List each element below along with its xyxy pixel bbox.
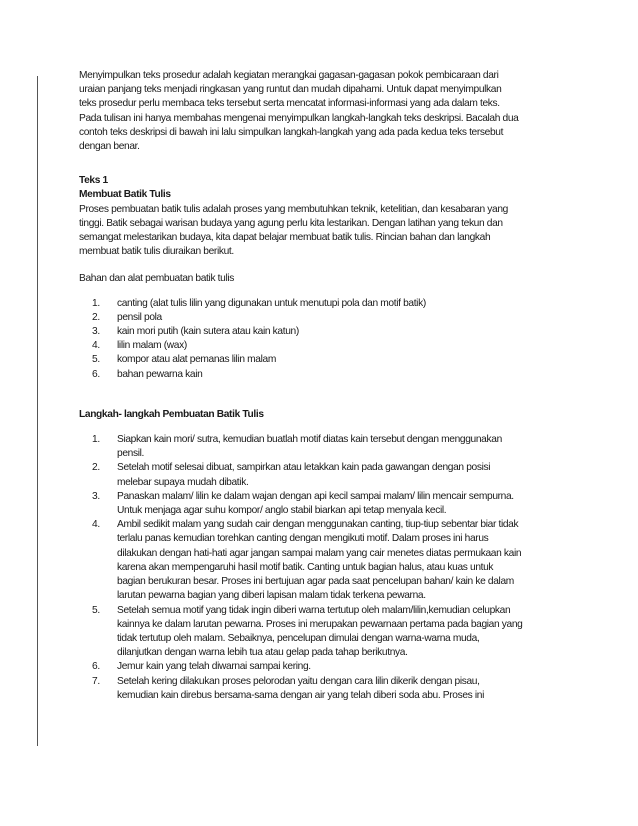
list-item bbox=[79, 297, 571, 311]
margin-line bbox=[37, 76, 38, 746]
list-item bbox=[79, 339, 571, 353]
step-line: kemudian kain direbus bersama-sama dengan air yang telah diberi soda abu. Proses ini bbox=[117, 689, 485, 701]
list-number: 1. bbox=[92, 434, 100, 446]
step-item bbox=[79, 518, 571, 603]
text1-paragraph bbox=[79, 203, 571, 260]
step-line: Jemur kain yang telah diwarnai sampai kering. bbox=[117, 661, 311, 673]
step-item bbox=[79, 490, 571, 518]
step-line: karena akan mempengaruhi hasil motif batik. Canting untuk bagian halus, atau kuas untuk bbox=[117, 561, 494, 573]
step-line: dilanjutkan dengan warna lebih tua atau gelap pada tahap berikutnya. bbox=[117, 647, 408, 659]
step-line: dilakukan dengan hati-hati agar jangan sampai malam yang cair menetes diatas permukaan kain bbox=[117, 547, 522, 559]
list-text: kain mori putih (kain sutera atau kain katun) bbox=[117, 326, 299, 338]
list-number: 6. bbox=[92, 368, 100, 380]
step-item bbox=[79, 433, 571, 461]
text1-label: Teks 1 bbox=[79, 175, 108, 187]
materials-intro: Bahan dan alat pembuatan batik tulis bbox=[79, 273, 235, 285]
step-line: kainnya ke dalam larutan pewarna. Proses ini merupakan pewarnaan pertama pada bagian yang bbox=[117, 618, 523, 630]
paragraph-line: teks prosedur perlu membaca teks tersebut serta mencatat informasi-informasi yang ada dalam teks. bbox=[79, 98, 500, 110]
list-item bbox=[79, 368, 571, 382]
text1-title: Membuat Batik Tulis bbox=[79, 189, 171, 201]
list-item bbox=[79, 325, 571, 339]
step-line: Panaskan malam/ lilin ke dalam wajan dengan api kecil sampai malam/ lilin mencair sempurna. bbox=[117, 490, 514, 502]
step-line: terlalu panas kemudian torehkan canting dengan mengikuti motif. Dalam proses ini harus bbox=[117, 533, 489, 545]
list-number: 2. bbox=[92, 462, 100, 474]
steps-heading: Langkah- langkah Pembuatan Batik Tulis bbox=[79, 408, 264, 420]
paragraph-line: Proses pembuatan batik tulis adalah proses yang membutuhkan teknik, ketelitian, dan kesabaran yang bbox=[79, 203, 508, 215]
step-line: Ambil sedikit malam yang sudah cair dengan menggunakan canting, tiup-tiup sebentar biar tidak bbox=[117, 519, 519, 531]
paragraph-line: dengan benar. bbox=[79, 141, 140, 153]
list-number: 3. bbox=[92, 326, 100, 338]
paragraph-line: uraian panjang teks menjadi ringkasan yang runtut dan mudah dipahami. Untuk dapat menyimpulkan bbox=[79, 84, 502, 96]
list-number: 3. bbox=[92, 490, 100, 502]
list-item bbox=[79, 311, 571, 325]
materials-list bbox=[79, 297, 571, 382]
step-line: larutan pewarna bagian yang diberi lapisan malam tidak terkena pewarna. bbox=[117, 590, 426, 602]
step-line: Setelah semua motif yang tidak ingin diberi warna tertutup oleh malam/lilin,kemudian celupkan bbox=[117, 604, 511, 616]
list-text: kompor atau alat pemanas lilin malam bbox=[117, 354, 276, 366]
steps-list bbox=[79, 433, 571, 703]
list-number: 7. bbox=[92, 675, 100, 687]
list-text: bahan pewarna kain bbox=[117, 368, 203, 380]
step-item bbox=[79, 604, 571, 661]
step-line: pensil. bbox=[117, 448, 144, 460]
list-number: 1. bbox=[92, 297, 100, 309]
list-number: 4. bbox=[92, 340, 100, 352]
list-number: 2. bbox=[92, 311, 100, 323]
list-item bbox=[79, 353, 571, 367]
paragraph-line: Pada tulisan ini hanya membahas mengenai menyimpulkan langkah-langkah teks deskripsi. Bacalah dua bbox=[79, 112, 519, 124]
step-item bbox=[79, 675, 571, 703]
document-body bbox=[79, 69, 571, 703]
step-line: bagian berukuran besar. Proses ini bertujuan agar pada saat pencelupan bahan/ kain ke dalam bbox=[117, 576, 514, 588]
intro-paragraph bbox=[79, 69, 571, 154]
step-line: melebar supaya mudah dibatik. bbox=[117, 476, 249, 488]
step-line: Untuk menjaga agar suhu kompor/ anglo stabil biarkan api tetap menyala kecil. bbox=[117, 505, 447, 517]
step-line: tidak tertutup oleh malam. Sebaiknya, pencelupan dimulai dengan warna-warna muda, bbox=[117, 632, 480, 644]
paragraph-line: membuat batik tulis diuraikan berikut. bbox=[79, 246, 234, 258]
list-number: 6. bbox=[92, 661, 100, 673]
list-number: 5. bbox=[92, 354, 100, 366]
list-text: canting (alat tulis lilin yang digunakan untuk menutupi pola dan motif batik) bbox=[117, 297, 426, 309]
paragraph-line: tinggi. Batik sebagai warisan budaya yang agung perlu kita lestarikan. Dengan latihan yang tekun dan bbox=[79, 217, 503, 229]
step-line: Siapkan kain mori/ sutra, kemudian buatlah motif diatas kain tersebut dengan menggunakan bbox=[117, 434, 502, 446]
list-number: 5. bbox=[92, 604, 100, 616]
step-item bbox=[79, 660, 571, 674]
list-text: lilin malam (wax) bbox=[117, 340, 187, 352]
step-line: Setelah motif selesai dibuat, sampirkan atau letakkan kain pada gawangan dengan posisi bbox=[117, 462, 491, 474]
step-line: Setelah kering dilakukan proses pelorodan yaitu dengan cara lilin dikerik dengan pisau, bbox=[117, 675, 480, 687]
list-number: 4. bbox=[92, 519, 100, 531]
step-item bbox=[79, 461, 571, 489]
paragraph-line: Menyimpulkan teks prosedur adalah kegiatan merangkai gagasan-gagasan pokok pembicaraan dari bbox=[79, 70, 499, 81]
paragraph-line: contoh teks deskripsi di bawah ini lalu simpulkan langkah-langkah yang ada pada kedua teks tersebut bbox=[79, 126, 504, 138]
paragraph-line: semangat melestarikan budaya, kita dapat belajar membuat batik tulis. Rincian bahan dan langkah bbox=[79, 232, 491, 244]
list-text: pensil pola bbox=[117, 311, 162, 323]
